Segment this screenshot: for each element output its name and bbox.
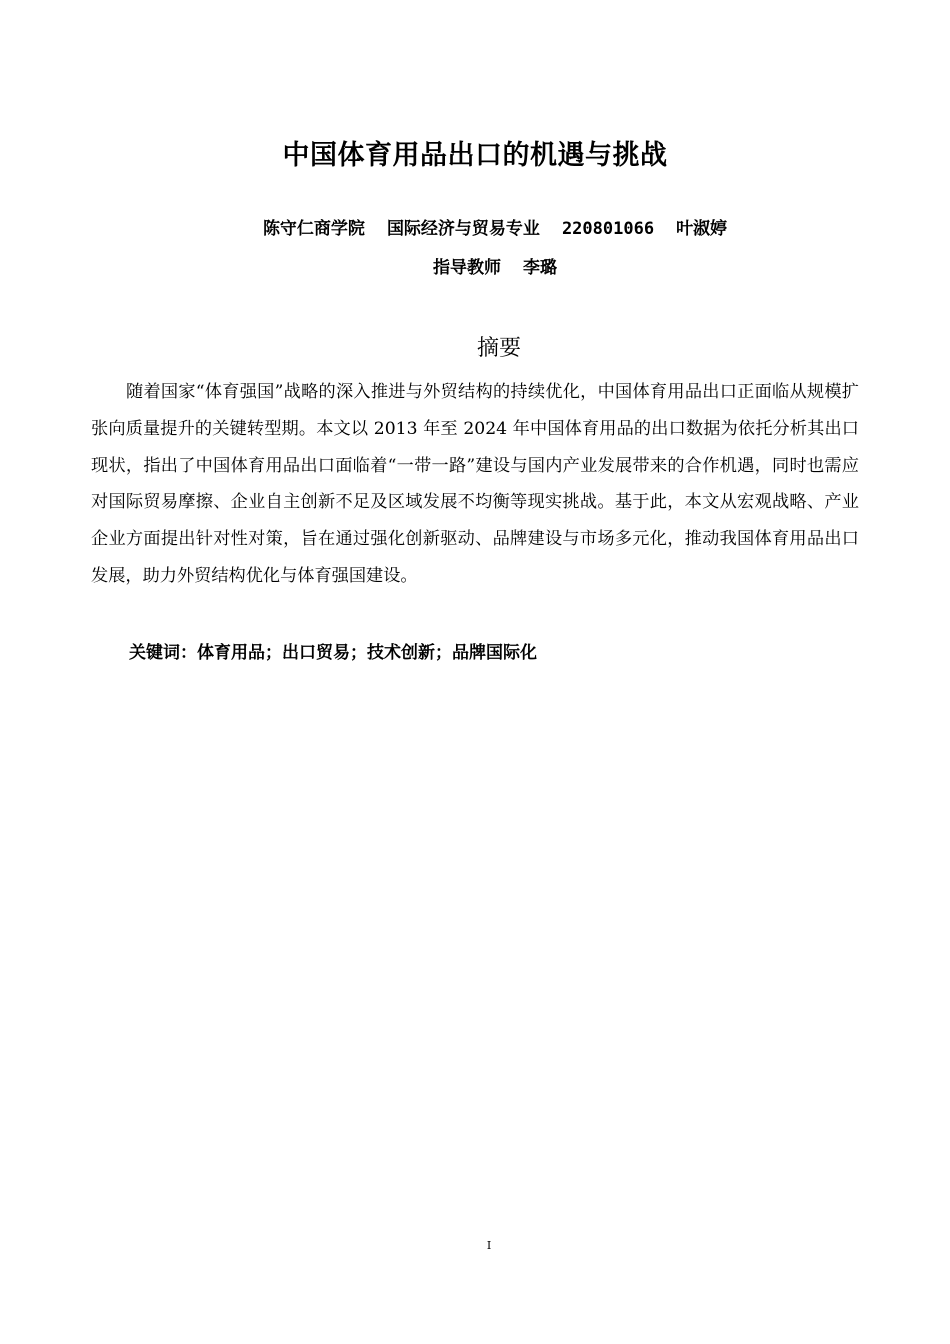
keywords: 关键词：体育用品；出口贸易；技术创新；品牌国际化 <box>129 643 537 663</box>
abstract-body: 随着国家“体育强国”战略的深入推进与外贸结构的持续优化，中国体育用品出口正面临从规模扩张向质量提升的关键转型期。本文以 2013 年至 2024 年中国体育用品的出口数据为依托分析其出口现状，指出了中国体育用品出口面临着“一带一路”建设与国内产业发展带来的合作机遇，同时也需应对国际贸易摩擦、企业自主创新不足及区域发展不均衡等现实挑战。基于此，本文从宏观战略、产业企业方面提出针对性对策，旨在通过强化创新驱动、品牌建设与市场多元化，推动我国体育用品出口发展，助力外贸结构优化与体育强国建设。 <box>91 382 859 586</box>
author-student-id: 220801066 <box>561 219 655 239</box>
author-school: 陈守仁商学院 <box>262 219 365 239</box>
author-line <box>0 216 950 242</box>
author-major: 国际经济与贸易专业 <box>386 219 540 239</box>
advisor-name: 李璐 <box>523 258 557 278</box>
author-name: 叶淑婷 <box>676 219 728 239</box>
advisor-line <box>0 255 950 281</box>
paper-title: 中国体育用品出口的机遇与挑战 <box>282 140 668 171</box>
page-number: I <box>486 1239 492 1252</box>
abstract-heading: 摘要 <box>476 336 521 361</box>
advisor-label: 指导教师 <box>433 258 501 278</box>
